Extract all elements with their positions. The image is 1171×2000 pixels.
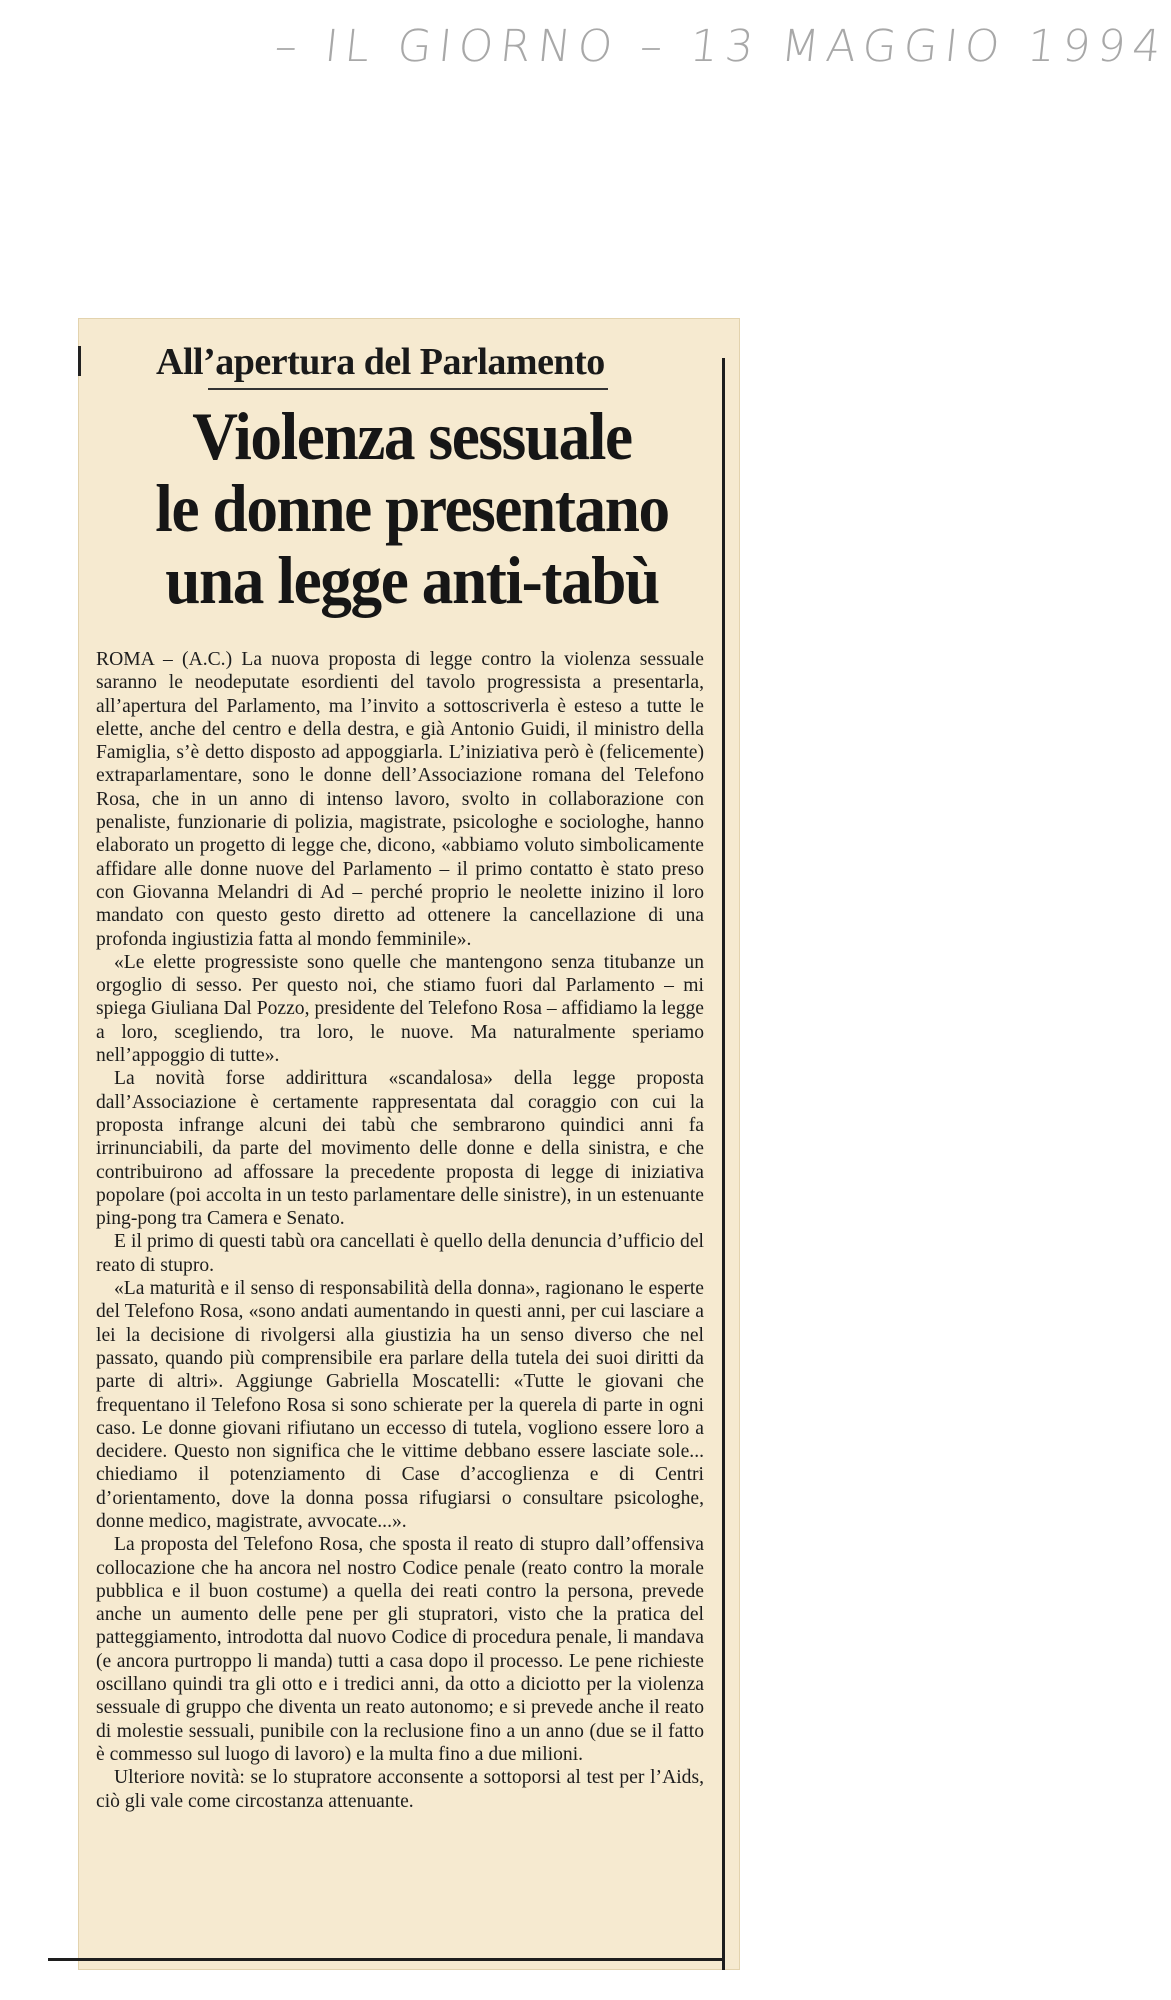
newspaper-clipping <box>78 318 740 1970</box>
column-rule-bottom <box>48 1958 724 1961</box>
article-paragraph-3: La novità forse addirittura «scandalosa» della legge proposta dall’Associazione è certamente rappresentata dal coraggio con cui la proposta infrange alcuni dei tabù che sembrarono quindici anni fa irrinunciabili, da parte del movimento delle donne e della sinistra, e che contribuirono ad affossare la precedente proposta di legge di iniziativa popolare (poi accolta in un testo parlamentare delle sinistre), in un estenuante ping-pong tra Camera e Senato. <box>96 1068 704 1230</box>
headline-line-1: Violenza sessuale <box>192 398 632 474</box>
article-paragraph-2: «Le elette progressiste sono quelle che mantengono senza titubanze un orgoglio di sesso. Per questo noi, che stiamo fuori dal Parlamento – mi spiega Giuliana Dal Pozzo, presidente del Telefono Rosa – affidiamo la legge a loro, scegliendo, tra loro, le nuove. Ma naturalmente speriamo nell’appoggio di tutte». <box>96 951 704 1067</box>
article-paragraph-5: «La maturità e il senso di responsabilità della donna», ragionano le esperte del Telefono Rosa, «sono andati aumentando in questi anni, per cui lasciare a lei la decisione di rivolgersi alla giustizia ha un senso diverso che nel passato, quando più comprensibile era parlare della tutela dei suoi diritti da parte di altri». Aggiunge Gabriella Moscatelli: «Tutte le giovani che frequentano il Telefono Rosa si sono schierate per la querela di parte in ogni caso. Le donne giovani rifiutano un eccesso di tutela, vogliono essere loro a decidere. Questo non significa che le vittime debbano essere lasciate sole... chiediamo il potenziamento di Case d’accoglienza e di Centri d’orientamento, dove la donna possa rifugiarsi o consultare psicologhe, donne medico, magistrate, avvocate...». <box>96 1278 704 1532</box>
kicker-underline <box>208 388 608 390</box>
article-body <box>96 648 704 1813</box>
article-kicker: All’apertura del Parlamento <box>156 341 605 383</box>
article-paragraph-4: E il primo di questi tabù ora cancellati è quello della denuncia d’ufficio del reato di stupro. <box>96 1231 704 1276</box>
article-paragraph-7: Ulteriore novità: se lo stupratore acconsente a sottoporsi al test per l’Aids, ciò gli vale come circostanza attenuante. <box>96 1767 704 1812</box>
column-rule-left <box>78 346 81 376</box>
article-headline <box>124 400 701 616</box>
bleed-through-right <box>700 318 740 1218</box>
headline-line-2: le donne presentano <box>155 470 669 546</box>
column-rule-right <box>722 358 725 1970</box>
article-paragraph-6: La proposta del Telefono Rosa, che sposta il reato di stupro dall’offensiva collocazione che ha ancora nel nostro Codice penale (reato contro la morale pubblica e il buon costume) a quella dei reati contro la persona, prevede anche un aumento delle pene per gli stupratori, visto che la pratica del patteggiamento, introdotta dal nuovo Codice di procedura penale, li mandava (e ancora purtroppo li manda) tutti a casa dopo il processo. Le pene richieste oscillano quindi tra gli otto e i tredici anni, da otto a diciotto per la violenza sessuale di gruppo che diventa un reato autonomo; e si prevede anche il reato di molestie sessuali, punibile con la reclusione fino a un anno (due se il fatto è commesso sul luogo di lavoro) e la multa fino a due milioni. <box>96 1534 704 1765</box>
handwritten-date-annotation: – IL GIORNO – 13 MAGGIO 1994 <box>272 21 1171 72</box>
headline-line-3: una legge anti-tabù <box>165 542 659 618</box>
article-paragraph-1: ROMA – (A.C.) La nuova proposta di legge contro la violenza sessuale saranno le neodeputate esordienti del tavolo progressista a presentarla, all’apertura del Parlamento, ma l’invito a sottoscriverla è esteso a tutte le elette, anche del centro e della destra, e già Antonio Guidi, il ministro della Famiglia, s’è detto disposto ad appoggiarla. L’iniziativa però è (felicemente) extraparlamentare, sono le donne dell’Associazione romana del Telefono Rosa, che in un anno di intenso lavoro, svolto in collaborazione con penaliste, funzionarie di polizia, magistrate, psicologhe e sociologhe, hanno elaborato un progetto di legge che, dicono, «abbiamo voluto simbolicamente affidare alle donne nuove del Parlamento – il primo contatto è stato preso con Giovanna Melandri di Ad – perché proprio le neolette inizino il loro mandato con questo gesto diretto ad ottenere la cancellazione di una profonda ingiustizia fatta al mondo femminile». <box>96 649 704 950</box>
